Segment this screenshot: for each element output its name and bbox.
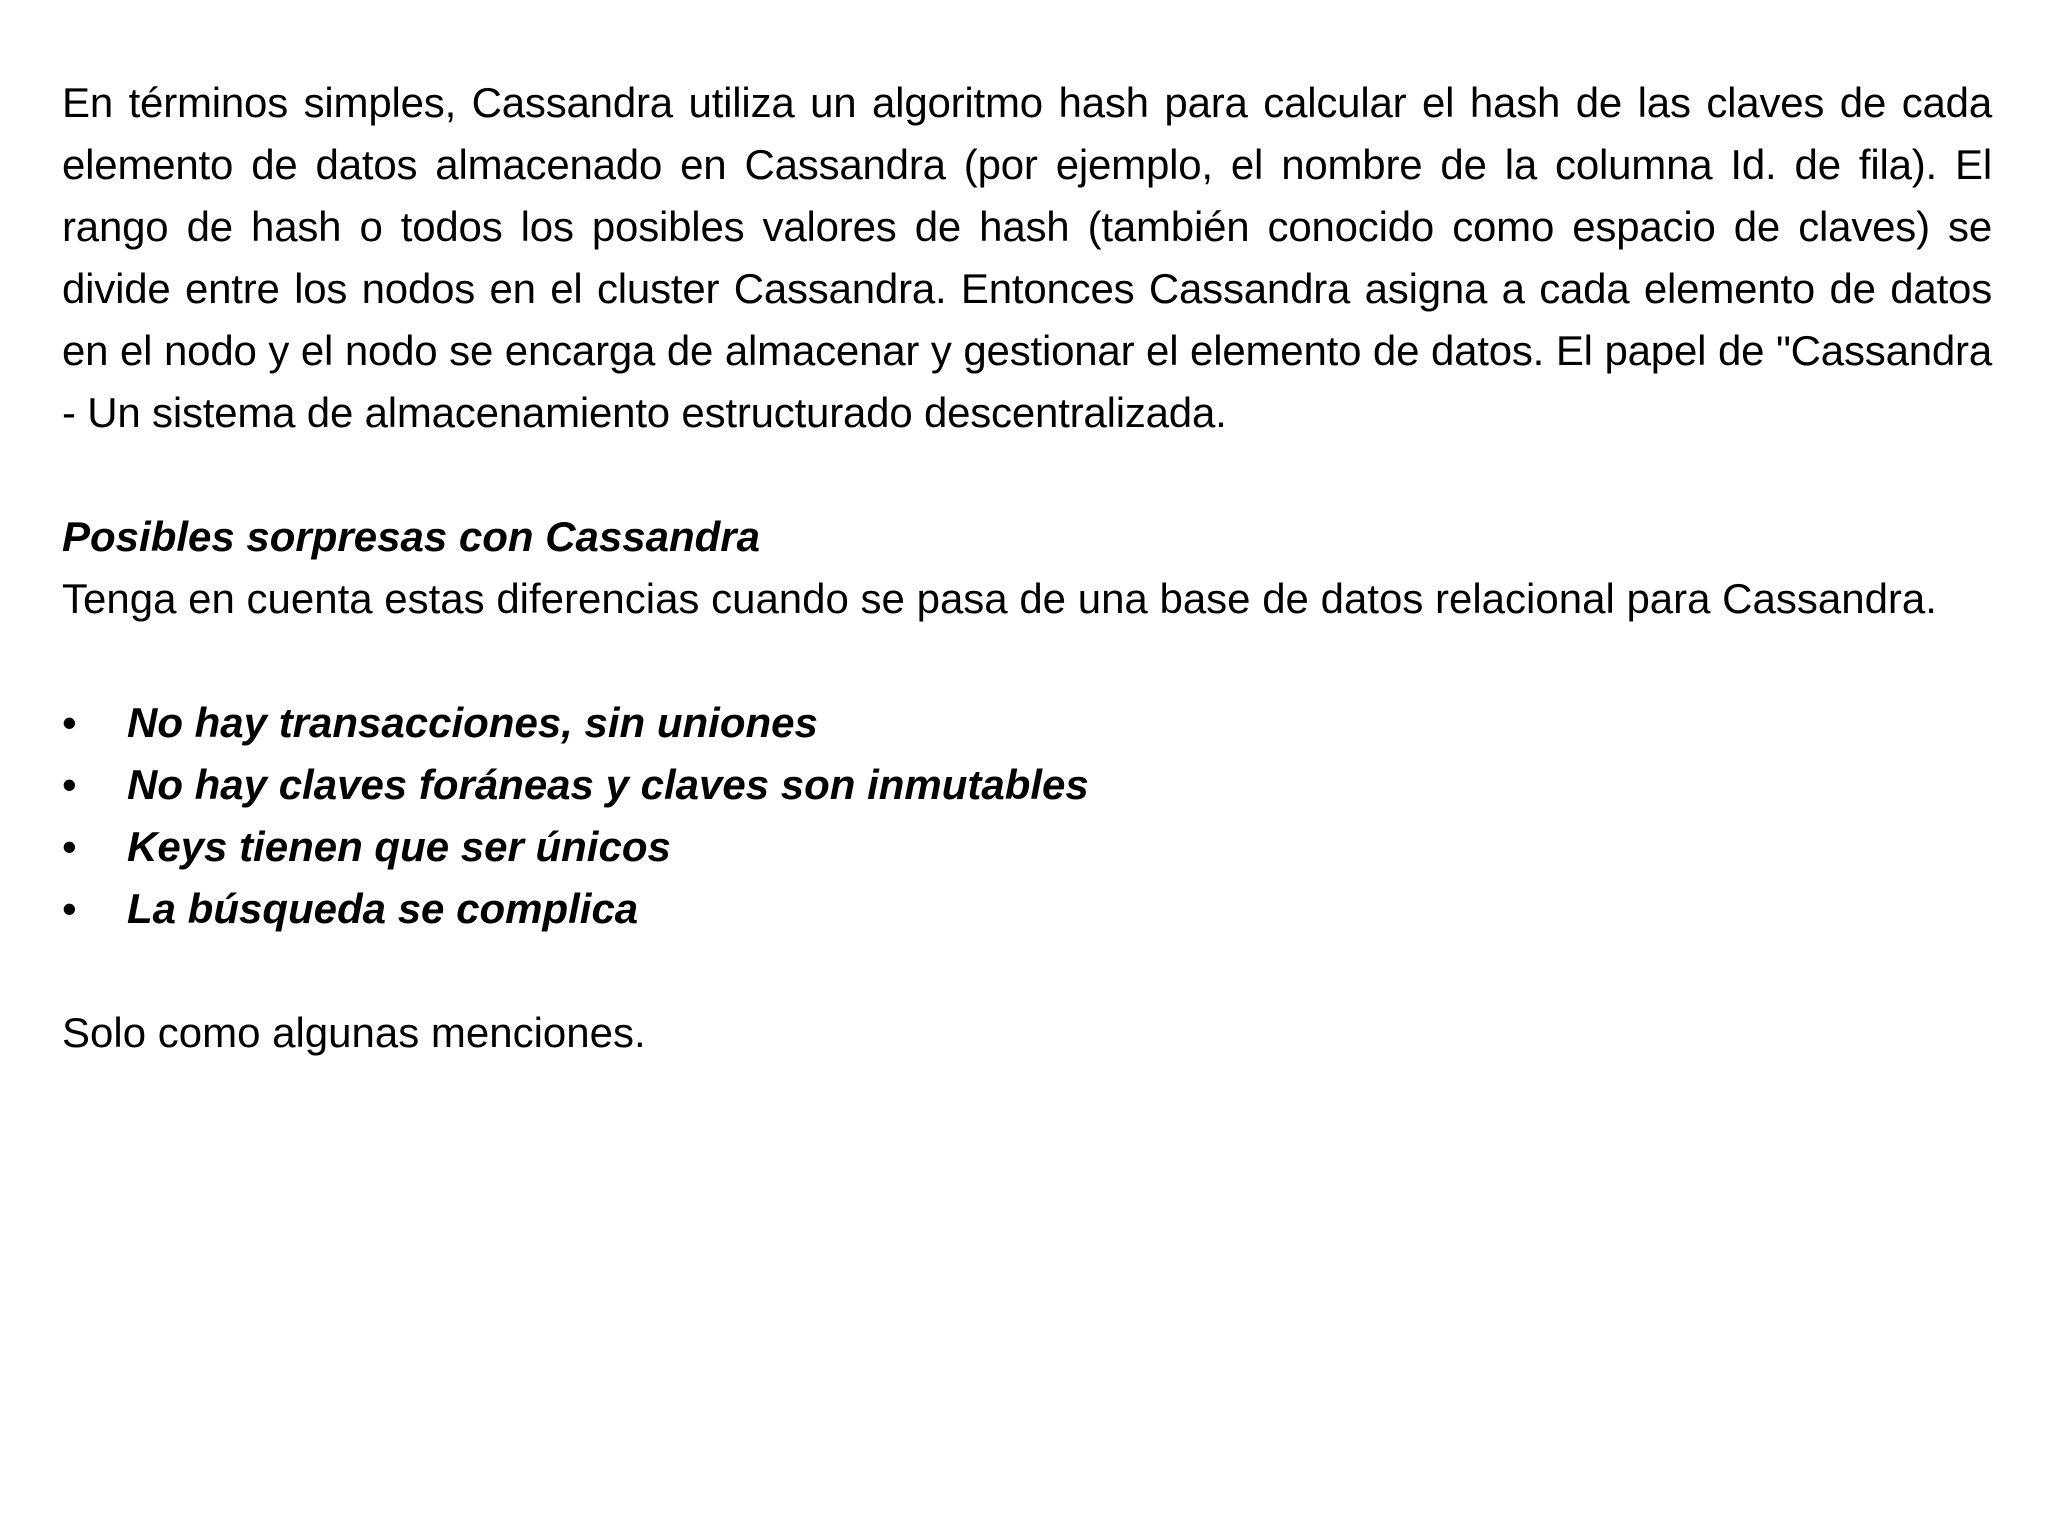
bullet-item [62,878,1992,940]
section-heading: Posibles sorpresas con Cassandra [62,513,760,560]
intro-paragraph: En términos simples, Cassandra utiliza un algoritmo hash para calcular el hash de las claves de cada elemento de datos almacenado en Cassandra (por ejemplo, el nombre de la columna Id. de fila). El rango de hash o todos los posibles valores de hash (también conocido como espacio de claves) se divide entre los nodos en el cluster Cassandra. Entonces Cassandra asigna a cada elemento de datos en el nodo y el nodo se encarga de almacenar y gestionar el elemento de datos. El papel de "Cassandra - Un sistema de almacenamiento estructurado descentralizada. [62,79,1992,436]
bullet-icon: • [62,761,77,808]
bullet-text: Keys tienen que ser únicos [127,823,671,870]
bullet-text: La búsqueda se complica [127,885,639,932]
bullet-icon: • [62,885,77,932]
closing-line: Solo como algunas menciones. [62,1009,646,1056]
bullet-icon: • [62,823,77,870]
bullet-item [62,754,1992,816]
bullet-list [62,692,1992,940]
section-paragraph: Tenga en cuenta estas diferencias cuando se pasa de una base de datos relacional para Cassandra. [62,575,1937,622]
surprises-section [62,506,1992,630]
bullet-item [62,692,1992,754]
bullet-text: No hay transacciones, sin uniones [127,699,818,746]
bullet-icon: • [62,699,77,746]
bullet-item [62,816,1992,878]
slide-content [62,72,1992,1064]
bullet-text: No hay claves foráneas y claves son inmutables [127,761,1089,808]
